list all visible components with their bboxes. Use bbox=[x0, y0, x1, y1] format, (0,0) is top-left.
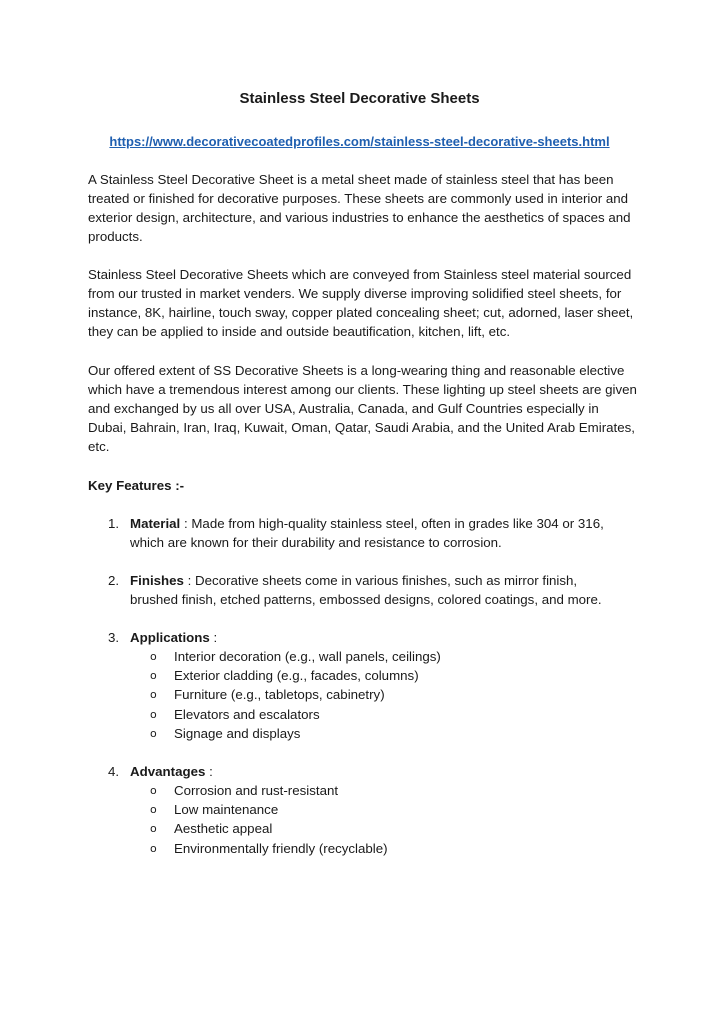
list-item-text: Elevators and escalators bbox=[174, 706, 320, 722]
list-item bbox=[150, 705, 620, 724]
source-link[interactable]: https://www.decorativecoatedprofiles.com/stainless-steel-decorative-sheets.html bbox=[109, 134, 610, 149]
bullet-icon: o bbox=[150, 784, 157, 797]
features-heading: Key Features :- bbox=[88, 478, 185, 493]
feature-separator: : bbox=[209, 630, 218, 645]
feature-text: Made from high-quality stainless steel, often in grades like 304 or 316, which are known for their durability and resistance to corrosion. bbox=[130, 516, 604, 550]
list-item-text: Aesthetic appeal bbox=[174, 821, 273, 837]
feature-label: Finishes bbox=[130, 573, 184, 588]
bullet-icon: o bbox=[150, 688, 157, 702]
list-item bbox=[150, 647, 620, 666]
list-item bbox=[150, 800, 620, 819]
feature-number: 3. bbox=[108, 630, 120, 645]
feature-separator: : bbox=[205, 764, 213, 779]
feature-text: Decorative sheets come in various finishes, such as mirror finish, brushed finish, etched patterns, embossed designs, colored coatings, and more. bbox=[130, 573, 602, 607]
list-item-text: Interior decoration (e.g., wall panels, ceilings) bbox=[174, 649, 441, 664]
list-item-text: Corrosion and rust-resistant bbox=[174, 783, 339, 798]
feature-label: Applications bbox=[130, 630, 210, 645]
bullet-icon: o bbox=[150, 841, 157, 855]
list-item-text: Exterior cladding (e.g., facades, columns) bbox=[174, 668, 419, 684]
list-item bbox=[150, 781, 620, 800]
feature-number: 1. bbox=[108, 516, 120, 531]
page-title: Stainless Steel Decorative Sheets bbox=[239, 90, 480, 107]
bullet-icon: o bbox=[150, 822, 157, 836]
feature-separator: : bbox=[183, 573, 196, 588]
list-item bbox=[150, 666, 620, 685]
advantages-list bbox=[150, 781, 620, 858]
supply-paragraph: Stainless Steel Decorative Sheets which are conveyed from Stainless steel material sourced from our trusted in market venders. We supply diverse improving solidified steel sheets, for instance, 8K, hairline, touch sway, copper plated concealing sheet; cut, adorned, laser sheet, they can be applied to inside and outside beautification, kitchen, lift, etc. bbox=[88, 267, 634, 339]
list-item bbox=[150, 685, 620, 704]
feature-item-material bbox=[108, 514, 628, 552]
feature-item-finishes bbox=[108, 571, 628, 609]
intro-paragraph: A Stainless Steel Decorative Sheet is a metal sheet made of stainless steel that has been treated or finished for decorative purposes. These sheets are commonly used in interior and exterior design, architecture, and various industries to enhance the aesthetics of spaces and products. bbox=[88, 172, 631, 244]
feature-item-advantages bbox=[108, 762, 628, 781]
bullet-icon: o bbox=[150, 803, 157, 817]
list-item-text: Low maintenance bbox=[174, 802, 279, 818]
feature-label: Advantages bbox=[130, 764, 206, 779]
bullet-icon: o bbox=[150, 707, 157, 721]
list-item-text: Furniture (e.g., tabletops, cabinetry) bbox=[174, 687, 385, 703]
bullet-icon: o bbox=[150, 726, 157, 740]
feature-separator: : bbox=[180, 516, 192, 531]
bullet-icon: o bbox=[150, 669, 157, 683]
list-item-text: Environmentally friendly (recyclable) bbox=[174, 840, 388, 856]
feature-label: Material bbox=[130, 516, 181, 531]
list-item bbox=[150, 819, 620, 838]
bullet-icon: o bbox=[150, 650, 157, 663]
feature-number: 2. bbox=[108, 573, 120, 588]
distribution-paragraph: Our offered extent of SS Decorative Sheets is a long-wearing thing and reasonable elective which have a tremendous interest among our clients. These lighting up steel sheets are given and exchanged by us all over USA, Australia, Canada, and Gulf Countries especially in Dubai, Bahrain, Iran, Iraq, Kuwait, Oman, Qatar, Saudi Arabia, and the United Arab Emirates, etc. bbox=[88, 363, 637, 454]
applications-list bbox=[150, 647, 620, 743]
list-item-text: Signage and displays bbox=[174, 725, 301, 741]
feature-item-applications bbox=[108, 628, 628, 647]
list-item bbox=[150, 724, 620, 743]
list-item bbox=[150, 839, 620, 858]
feature-number: 4. bbox=[108, 764, 120, 779]
